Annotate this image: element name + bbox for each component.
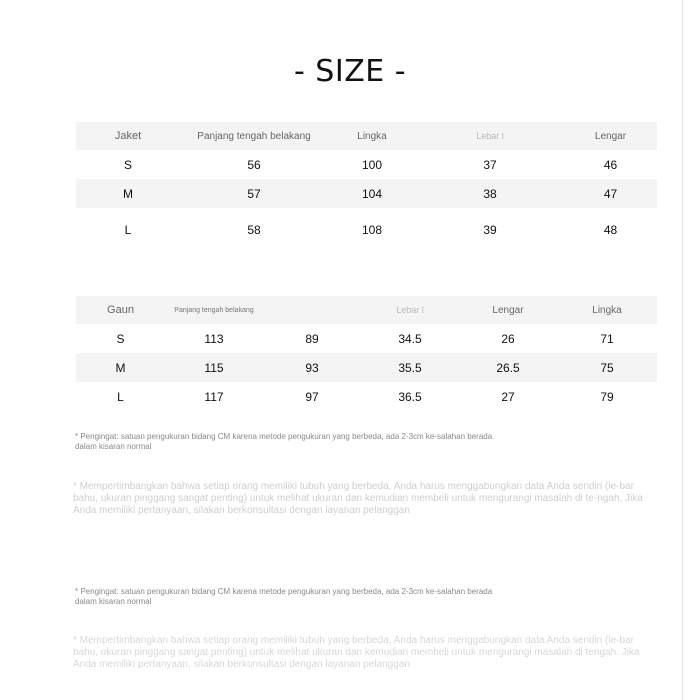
jaket-header-width: Lebar l bbox=[416, 122, 564, 150]
page-title: - SIZE - bbox=[293, 54, 407, 89]
measurement-reminder: * Pengingat: satuan pengukuran bidang CM karena metode pengukuran yang berbeda, ada 2-3cm ke-salahan berada dalam kisaran normal bbox=[75, 432, 493, 451]
gaun-value-cell: 113 bbox=[204, 331, 224, 346]
jaket-header-row bbox=[76, 122, 657, 150]
gaun-header-category: Gaun bbox=[76, 296, 165, 324]
jaket-value-cell: 58 bbox=[247, 223, 261, 237]
gaun-header-circumference: Lingka bbox=[557, 296, 657, 324]
table-row bbox=[76, 324, 657, 353]
gaun-header-width: Lebar l bbox=[361, 296, 459, 324]
jaket-size-cell: M bbox=[76, 179, 180, 208]
jaket-header-back-length: Panjang tengah belakang bbox=[180, 122, 328, 150]
table-row bbox=[76, 353, 657, 382]
gaun-value-cell: 34.5 bbox=[398, 331, 422, 346]
table-row bbox=[76, 382, 657, 411]
jaket-header-category: Jaket bbox=[76, 122, 180, 150]
jaket-size-table bbox=[76, 122, 657, 252]
measurement-reminder-repeat: * Pengingat: satuan pengukuran bidang CM karena metode pengukuran yang berbeda, ada 2-3cm ke-salahan berada dalam kisaran normal bbox=[75, 587, 493, 606]
jaket-size-cell: S bbox=[123, 157, 132, 172]
gaun-value-cell: 26 bbox=[501, 331, 515, 346]
gaun-value-cell: 117 bbox=[204, 389, 224, 404]
table-row bbox=[76, 208, 657, 252]
jaket-value-cell: 57 bbox=[180, 179, 328, 208]
jaket-header-sleeve: Lengar bbox=[564, 122, 657, 150]
gaun-size-table bbox=[76, 296, 657, 411]
jaket-size-cell: L bbox=[124, 223, 132, 237]
jaket-value-cell: 39 bbox=[483, 223, 497, 237]
jaket-value-cell: 56 bbox=[247, 157, 261, 172]
page-edge-divider bbox=[682, 0, 683, 700]
fit-advice-notice-repeat: * Mempertimbangkan bahwa setiap orang memiliki tubuh yang berbeda, Anda harus menggabungkan data Anda sendiri (le-bar bahu, ukuran pinggang sangat penting) untuk melihat ukuran dan kemudian membeli untuk mengurangi masalah di tengah. Jika Anda memiliki pertanyaan, silakan berkonsultasi dengan layanan pelanggan bbox=[73, 635, 640, 670]
table-row bbox=[76, 150, 657, 179]
fit-advice-notice: * Mempertimbangkan bahwa setiap orang memiliki tubuh yang berbeda, Anda harus menggabungkan data Anda sendiri (le-bar bahu, ukuran pinggang sangat penting) untuk melihat ukuran dan kemudian membeli untuk mengurangi masalah di te-ngah. Jika Anda memiliki pertanyaan, silakan berkonsultasi dengan layanan pelanggan bbox=[73, 481, 643, 516]
jaket-value-cell: 47 bbox=[564, 179, 657, 208]
gaun-value-cell: 36.5 bbox=[398, 389, 422, 404]
jaket-value-cell: 108 bbox=[361, 223, 383, 237]
gaun-header-row bbox=[76, 296, 657, 324]
gaun-size-cell: M bbox=[76, 353, 165, 382]
gaun-value-cell: 93 bbox=[263, 353, 361, 382]
gaun-size-cell: S bbox=[116, 331, 125, 346]
jaket-value-cell: 46 bbox=[603, 157, 618, 172]
gaun-value-cell: 35.5 bbox=[361, 353, 459, 382]
gaun-value-cell: 97 bbox=[305, 389, 319, 404]
gaun-size-cell: L bbox=[117, 389, 124, 404]
gaun-header-empty bbox=[263, 296, 361, 324]
gaun-value-cell: 79 bbox=[600, 389, 614, 404]
jaket-value-cell: 38 bbox=[416, 179, 564, 208]
gaun-value-cell: 89 bbox=[305, 331, 319, 346]
jaket-value-cell: 48 bbox=[603, 223, 618, 237]
jaket-value-cell: 100 bbox=[361, 157, 383, 172]
jaket-value-cell: 37 bbox=[483, 157, 497, 172]
gaun-value-cell: 27 bbox=[501, 389, 515, 404]
gaun-value-cell: 71 bbox=[600, 331, 614, 346]
gaun-value-cell: 75 bbox=[557, 353, 657, 382]
gaun-value-cell: 26.5 bbox=[459, 353, 557, 382]
gaun-header-sleeve: Lengar bbox=[459, 296, 557, 324]
jaket-header-circumference: Lingka bbox=[328, 122, 416, 150]
gaun-value-cell: 115 bbox=[165, 353, 263, 382]
gaun-header-back-length: Panjang tengah belakang bbox=[165, 296, 263, 324]
table-row bbox=[76, 179, 657, 208]
jaket-value-cell: 104 bbox=[328, 179, 416, 208]
